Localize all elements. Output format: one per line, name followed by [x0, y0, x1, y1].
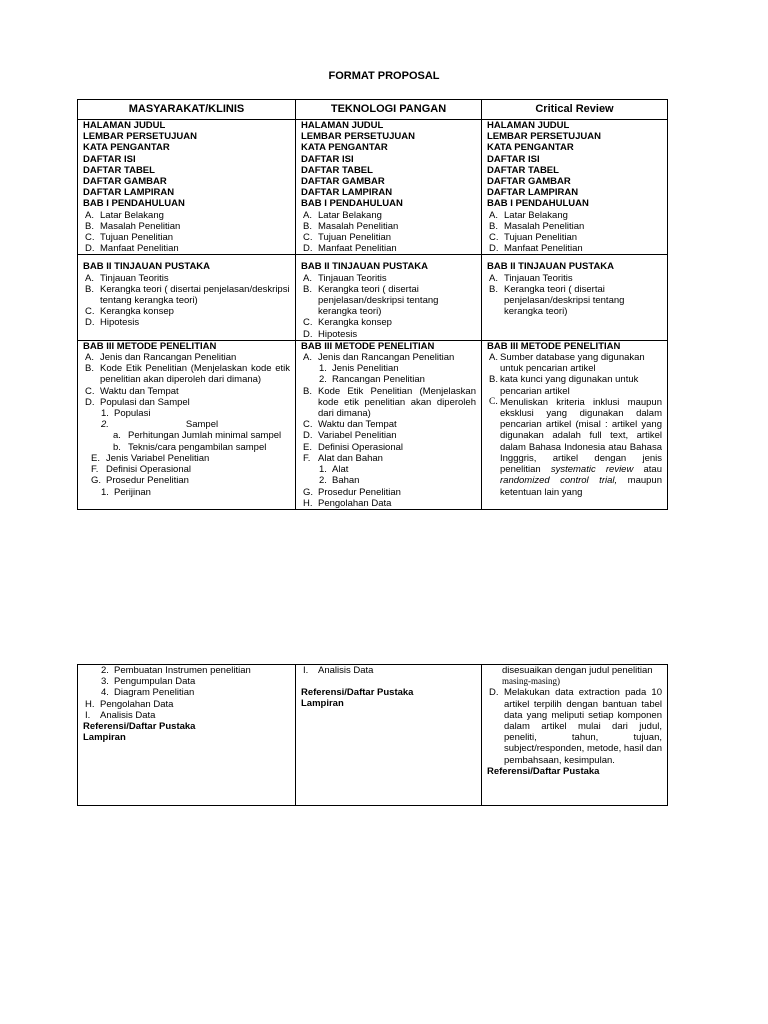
- list-item: A. Tinjauan Teoritis: [489, 272, 573, 284]
- list-item: 1. Alat: [319, 464, 349, 476]
- cell-bab2-col3: [482, 255, 668, 340]
- cell-bab2-col1: [78, 255, 296, 340]
- list-item: a. Perhitungan Jumlah minimal sampel: [113, 430, 282, 442]
- continued-text: disesuaikan dengan judul penelitian: [502, 665, 653, 676]
- list-item: D. Manfaat Penelitian: [85, 243, 179, 255]
- front-matter-item: LEMBAR PERSETUJUAN: [83, 131, 198, 143]
- front-matter-item: DAFTAR TABEL: [83, 164, 155, 176]
- list-item: A. Latar Belakang: [303, 209, 382, 221]
- page-title: FORMAT PROPOSAL: [328, 70, 440, 82]
- table-row-front-matter: [78, 120, 668, 255]
- list-item: A. Latar Belakang: [85, 209, 164, 221]
- cell-cont-col3: [482, 665, 668, 806]
- list-item: E. Jenis Variabel Penelitian: [91, 452, 210, 464]
- front-matter-item: DAFTAR LAMPIRAN: [487, 187, 579, 199]
- list-item: D. Variabel Penelitian: [303, 430, 397, 442]
- list-item: C. Menuliskan kriteria inklusi maupun eksklusi yang digunakan dalam pencarian artikel (misal : artikel yang digunakan adalah full text, artikel dalam Bahasa Indonesia atau Bahasa Ingggris, artikel dengan jenis penelitian systematic review atau randomized control trial, maupun ketentuan lain yang: [489, 396, 662, 498]
- list-item: B. Kerangka teori ( disertai penjelasan/deskripsi tentang kerangka teori): [303, 283, 439, 318]
- list-item: B. kata kunci yang digunakan untuk pencarian artikel: [489, 374, 639, 397]
- front-matter-item: HALAMAN JUDUL: [301, 120, 384, 131]
- list-item: A. Tinjauan Teoritis: [85, 272, 169, 284]
- list-item: A. Tinjauan Teoritis: [303, 272, 387, 284]
- table-row-bab2: [78, 255, 668, 340]
- bab3-heading: BAB III METODE PENELITIAN: [301, 340, 435, 352]
- list-item: 2. Pembuatan Instrumen penelitian: [101, 665, 251, 676]
- bab1-heading: BAB I PENDAHULUAN: [487, 198, 589, 210]
- list-item: I. Analisis Data: [303, 665, 374, 676]
- list-item: C. Waktu dan Tempat: [303, 419, 397, 431]
- proposal-format-table-continued: [77, 664, 668, 806]
- list-item: 1. Jenis Penelitian: [319, 363, 399, 375]
- list-item: B. Kerangka teori ( disertai penjelasan/deskripsi tentang kerangka teori): [489, 283, 625, 318]
- front-matter-item: DAFTAR ISI: [83, 153, 136, 165]
- list-item: B. Masalah Penelitian: [489, 220, 585, 232]
- front-matter-item: DAFTAR GAMBAR: [301, 176, 385, 188]
- cell-cont-col2: [296, 665, 482, 806]
- table-row-continuation: [78, 665, 668, 806]
- bab1-heading: BAB I PENDAHULUAN: [83, 198, 185, 210]
- list-item: 1. Perijinan: [101, 486, 151, 498]
- references-heading: Referensi/Daftar Pustaka: [487, 765, 600, 777]
- bab2-heading: BAB II TINJAUAN PUSTAKA: [301, 261, 429, 273]
- column-header-masyarakat: MASYARAKAT/KLINIS: [78, 100, 296, 120]
- cell-front-matter-col1: [78, 120, 296, 255]
- list-item: F. Alat dan Bahan: [303, 452, 383, 464]
- front-matter-item: KATA PENGANTAR: [487, 142, 574, 154]
- front-matter-item: DAFTAR LAMPIRAN: [83, 187, 175, 199]
- list-item: C. Waktu dan Tempat: [85, 385, 179, 397]
- table-header-row: [78, 100, 668, 120]
- references-heading: Referensi/Daftar Pustaka: [301, 687, 414, 699]
- front-matter-item: HALAMAN JUDUL: [487, 120, 570, 131]
- list-item: D. Manfaat Penelitian: [303, 243, 397, 255]
- column-header-critical-review: Critical Review: [482, 100, 668, 120]
- appendix-heading: Lampiran: [301, 698, 344, 710]
- list-item: D. Hipotesis: [303, 328, 358, 340]
- bab2-heading: BAB II TINJAUAN PUSTAKA: [83, 261, 211, 273]
- cell-cont-col1: [78, 665, 296, 806]
- cell-bab3-col3: [482, 340, 668, 509]
- front-matter-item: KATA PENGANTAR: [83, 142, 170, 154]
- list-item: C. Tujuan Penelitian: [489, 232, 578, 244]
- list-item: B. Masalah Penelitian: [85, 220, 181, 232]
- list-item: 2. Sampel: [101, 419, 219, 431]
- bab1-heading: BAB I PENDAHULUAN: [301, 198, 403, 210]
- references-heading: Referensi/Daftar Pustaka: [83, 721, 196, 733]
- list-item: 2. Bahan: [319, 475, 360, 487]
- bab2-heading: BAB II TINJAUAN PUSTAKA: [487, 261, 615, 273]
- front-matter-item: DAFTAR ISI: [487, 153, 540, 165]
- cell-bab2-col2: [296, 255, 482, 340]
- list-item: G. Prosedur Penelitian: [91, 475, 189, 487]
- list-item: C. Tujuan Penelitian: [303, 232, 392, 244]
- table-row-bab3: [78, 340, 668, 509]
- list-item: H. Pengolahan Data: [85, 698, 174, 710]
- list-item: A. Sumber database yang digunakan untuk pencarian artikel: [489, 352, 645, 375]
- list-item: B. Kerangka teori ( disertai penjelasan/deskripsi tentang kerangka teori): [85, 283, 290, 307]
- front-matter-item: LEMBAR PERSETUJUAN: [487, 131, 602, 143]
- list-item: B. Masalah Penelitian: [303, 220, 399, 232]
- front-matter-item: DAFTAR TABEL: [487, 164, 559, 176]
- column-header-teknologi: TEKNOLOGI PANGAN: [296, 100, 482, 120]
- list-item: B. Kode Etik Penelitian (Menjelaskan kode etik penelitian akan diperoleh dari dimana): [85, 363, 290, 386]
- list-item: E. Definisi Operasional: [303, 441, 404, 453]
- list-item: F. Definisi Operasional: [91, 464, 192, 476]
- list-item: D. Manfaat Penelitian: [489, 243, 583, 255]
- front-matter-item: DAFTAR LAMPIRAN: [301, 187, 393, 199]
- list-item: B. Kode Etik Penelitian (Menjelaskan kode etik penelitian akan diperoleh dari dimana): [303, 385, 476, 420]
- list-item: 4. Diagram Penelitian: [101, 687, 195, 699]
- front-matter-item: LEMBAR PERSETUJUAN: [301, 131, 416, 143]
- list-item: D. Hipotesis: [85, 317, 140, 329]
- continued-text: masing-masing): [502, 676, 560, 687]
- front-matter-item: DAFTAR GAMBAR: [83, 176, 167, 188]
- list-item: 1. Populasi: [101, 408, 151, 420]
- front-matter-item: DAFTAR GAMBAR: [487, 176, 571, 188]
- cell-front-matter-col2: [296, 120, 482, 255]
- list-item: D. Melakukan data extraction pada 10 artikel terpilih dengan bantuan tabel data yang meliputi setiap komponen dalam artikel mulai dari judul, peneliti, tahun, tujuan, subject/responden, metode, hasil dan pembahsaan, kesimpulan.: [489, 687, 662, 766]
- list-item: I. Analisis Data: [85, 709, 156, 721]
- front-matter-item: KATA PENGANTAR: [301, 142, 388, 154]
- front-matter-item: HALAMAN JUDUL: [83, 120, 166, 131]
- appendix-heading: Lampiran: [83, 732, 126, 744]
- front-matter-item: DAFTAR TABEL: [301, 164, 373, 176]
- cell-bab3-col1: [78, 340, 296, 509]
- list-item: H. Pengolahan Data: [303, 497, 392, 509]
- list-item: 2. Rancangan Penelitian: [319, 374, 425, 386]
- list-item: A. Jenis dan Rancangan Penelitian: [303, 352, 455, 364]
- list-item: b. Teknis/cara pengambilan sampel: [113, 441, 267, 453]
- list-item: C. Tujuan Penelitian: [85, 232, 174, 244]
- list-item: A. Jenis dan Rancangan Penelitian: [85, 352, 237, 364]
- list-item: D. Populasi dan Sampel: [85, 396, 190, 408]
- list-item: C. Kerangka konsep: [303, 317, 392, 329]
- proposal-format-table: [77, 99, 668, 510]
- bab3-heading: BAB III METODE PENELITIAN: [83, 340, 217, 352]
- front-matter-item: DAFTAR ISI: [301, 153, 354, 165]
- list-item: G. Prosedur Penelitian: [303, 486, 401, 498]
- cell-front-matter-col3: [482, 120, 668, 255]
- cell-bab3-col2: [296, 340, 482, 509]
- list-item: A. Latar Belakang: [489, 209, 568, 221]
- list-item: 3. Pengumpulan Data: [101, 676, 196, 688]
- bab3-heading: BAB III METODE PENELITIAN: [487, 340, 621, 352]
- list-item: C. Kerangka konsep: [85, 306, 174, 318]
